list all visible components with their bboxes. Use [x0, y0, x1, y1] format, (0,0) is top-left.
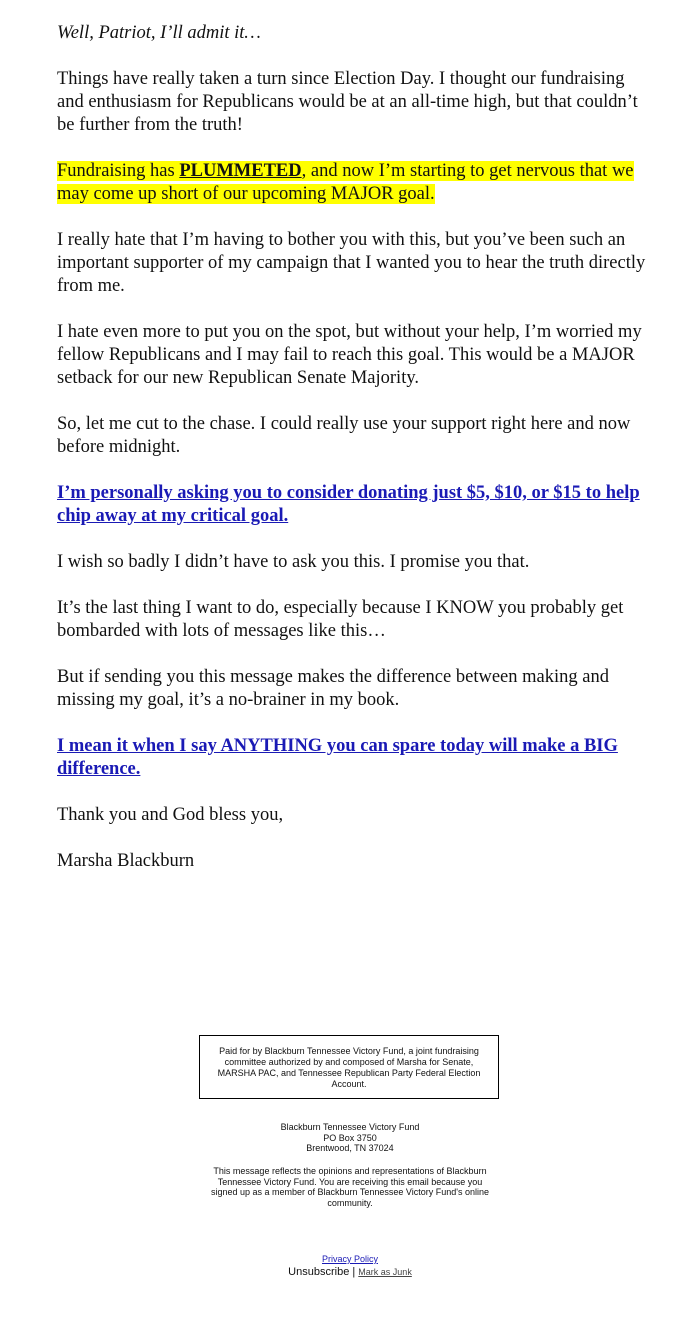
plummeted-emphasis: PLUMMETED: [179, 161, 302, 181]
paragraph-election-turn: Things have really taken a turn since Election Day. I thought our fundraising and enthusiasm for Republicans would be at an all-time high, but that couldn’t be further from the truth!: [57, 69, 638, 135]
greeting: Well, Patriot, I’ll admit it…: [57, 23, 261, 43]
unsubscribe-link[interactable]: Unsubscribe: [288, 1266, 350, 1278]
paragraph-bother-you: I really hate that I’m having to bother you with this, but you’ve been such an important supporter of my campaign that I wanted you to hear the truth directly from me.: [57, 230, 646, 296]
paragraph-on-the-spot: I hate even more to put you on the spot, but without your help, I’m worried my fellow Republicans and I may fail to reach this goal. This would be a MAJOR setback for our new Republican Senate Majority.: [57, 322, 642, 388]
donate-link-anything[interactable]: I mean it when I say ANYTHING you can spare today will make a BIG difference.: [57, 736, 618, 779]
address-line: Blackburn Tennessee Victory Fund: [280, 1122, 420, 1132]
address-line: PO Box 3750: [323, 1132, 377, 1143]
highlighted-text: Fundraising has PLUMMETED, and now I’m starting to get nervous that we may come up short of our upcoming MAJOR goal.: [57, 161, 634, 204]
donate-link-amounts[interactable]: I’m personally asking you to consider donating just $5, $10, or $15 to help chip away at my critical goal.: [57, 483, 640, 526]
paragraph-wish-so-badly: I wish so badly I didn’t have to ask you this. I promise you that.: [57, 552, 530, 572]
privacy-policy-link[interactable]: Privacy Policy: [321, 1254, 378, 1264]
signature: Marsha Blackburn: [57, 851, 195, 871]
unsubscribe-row: [288, 1266, 412, 1278]
paid-for-disclaimer: Paid for by Blackburn Tennessee Victory Fund, a joint fundraising committee authorized by and composed of Marsha for Senate, MARSHA PAC, and Tennessee Republican Party Federal Election Account.: [199, 1035, 499, 1099]
mailing-address: [0, 1122, 700, 1154]
paragraph-cut-to-chase: So, let me cut to the chase. I could really use your support right here and now before midnight.: [57, 414, 631, 457]
address-line: Brentwood, TN 37024: [306, 1143, 394, 1153]
subscription-notice: This message reflects the opinions and representations of Blackburn Tennessee Victory Fund. You are receiving this email because you signed up as a member of Blackburn Tennessee Victory Fund's online community.: [210, 1166, 490, 1208]
paragraph-fundraising-plummeted: [57, 160, 647, 206]
sign-off: Thank you and God bless you,: [57, 805, 284, 825]
footer-links: [0, 1253, 700, 1279]
paragraph-no-brainer: But if sending you this message makes the difference between making and missing my goal, it’s a no-brainer in my book.: [57, 667, 609, 710]
link-separator: |: [352, 1266, 356, 1278]
mark-as-junk-link[interactable]: Mark as Junk: [358, 1267, 412, 1277]
paragraph-last-thing: It’s the last thing I want to do, especially because I KNOW you probably get bombarded with lots of messages like this…: [57, 598, 624, 641]
email-body: [57, 22, 647, 896]
